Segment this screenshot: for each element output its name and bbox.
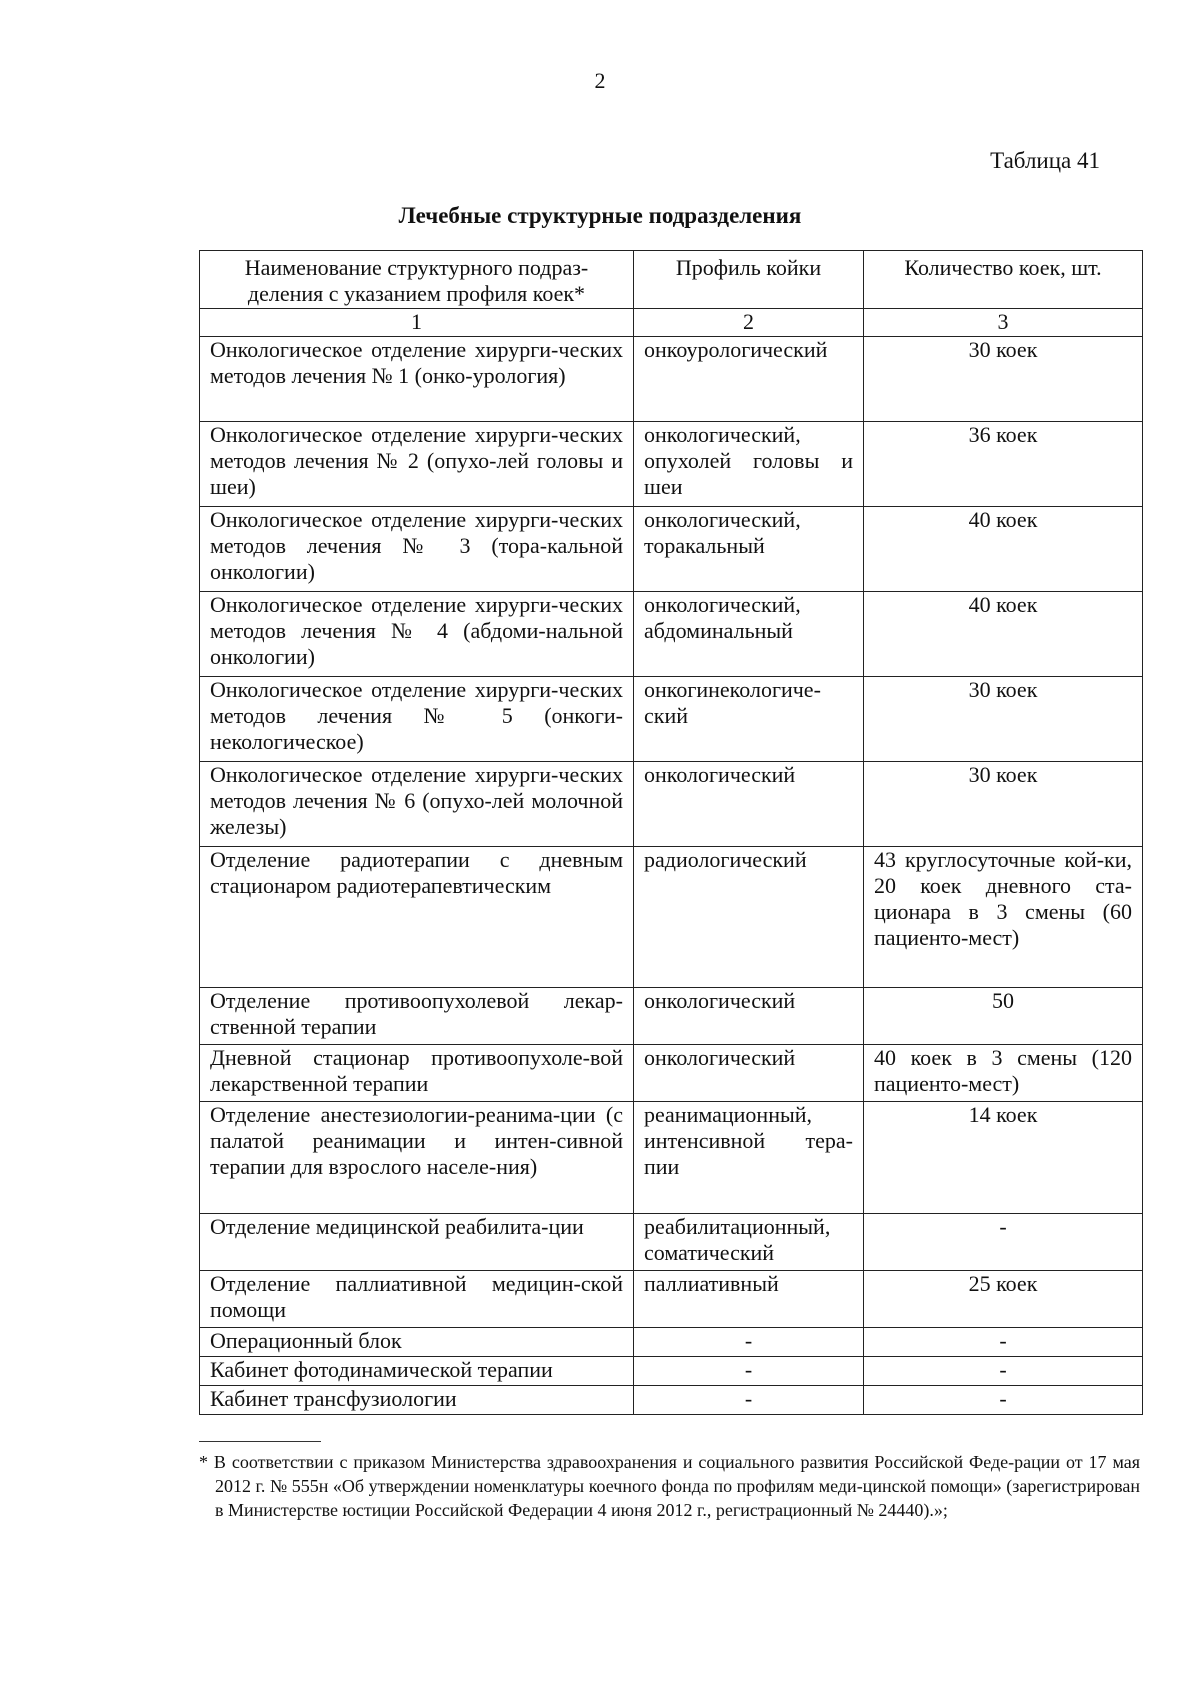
bed-profile: паллиативный: [634, 1271, 864, 1328]
column-number-1: 1: [200, 309, 634, 337]
bed-count: 40 коек: [864, 592, 1143, 677]
department-name: Онкологическое отделение хирурги-ческих методов лечения № 1 (онко-урология): [200, 337, 634, 422]
department-name: Онкологическое отделение хирурги-ческих методов лечения № 4 (абдоми-нальной онкологии): [200, 592, 634, 677]
department-name: Отделение противоопухолевой лекар-ственной терапии: [200, 988, 634, 1045]
bed-count: 36 коек: [864, 422, 1143, 507]
table-row: [200, 422, 1143, 507]
department-name: Дневной стационар противоопухоле-вой лекарственной терапии: [200, 1045, 634, 1102]
table-row: [200, 762, 1143, 847]
page-number: 2: [594, 68, 606, 93]
bed-count: -: [864, 1328, 1143, 1357]
department-name: Онкологическое отделение хирурги-ческих методов лечения № 6 (опухо-лей молочной железы): [200, 762, 634, 847]
bed-profile: реабилитационный, соматический: [634, 1214, 864, 1271]
bed-profile: радиологический: [634, 847, 864, 988]
bed-count: 30 коек: [864, 762, 1143, 847]
department-name: Отделение медицинской реабилита-ции: [200, 1214, 634, 1271]
department-name: Онкологическое отделение хирурги-ческих методов лечения № 3 (тора-кальной онкологии): [200, 507, 634, 592]
table-row: [200, 337, 1143, 422]
bed-count: -: [864, 1214, 1143, 1271]
column-number-2: 2: [634, 309, 864, 337]
header-cell-count: Количество коек, шт.: [864, 251, 1143, 309]
departments-table: [199, 250, 1143, 1415]
bed-profile: онкологический: [634, 988, 864, 1045]
department-name: Кабинет трансфузиологии: [200, 1386, 634, 1415]
table-row: [200, 847, 1143, 988]
department-name: Онкологическое отделение хирурги-ческих методов лечения № 2 (опухо-лей головы и шеи): [200, 422, 634, 507]
bed-count: -: [864, 1386, 1143, 1415]
bed-profile: -: [634, 1386, 864, 1415]
table-row: [200, 1102, 1143, 1214]
department-name: Отделение паллиативной медицин-ской помощи: [200, 1271, 634, 1328]
bed-count: -: [864, 1357, 1143, 1386]
department-name: Отделение радиотерапии с дневным стационаром радиотерапевтическим: [200, 847, 634, 988]
table-row: [200, 1328, 1143, 1357]
bed-count: 30 коек: [864, 677, 1143, 762]
bed-count: 30 коек: [864, 337, 1143, 422]
bed-profile: онкологический, абдоминальный: [634, 592, 864, 677]
table-row: [200, 1271, 1143, 1328]
header-cell-name: Наименование структурного подраз-деления с указанием профиля коек*: [200, 251, 634, 309]
department-name: Операционный блок: [200, 1328, 634, 1357]
department-name: Кабинет фотодинамической терапии: [200, 1357, 634, 1386]
column-number-row: [200, 309, 1143, 337]
bed-profile: онкологический, опухолей головы и шеи: [634, 422, 864, 507]
table-row: [200, 988, 1143, 1045]
footnote: * В соответствии с приказом Министерства здравоохранения и социального развития Российской Феде-рации от 17 мая 2012 г. № 555н «Об утверждении номенклатуры коечного фонда по профилям меди-цинской помощи» (зарегистрирован в Министерстве юстиции Российской Федерации 4 июня 2012 г., регистрационный № 24440).»;: [199, 1452, 1140, 1520]
table-title: Лечебные структурные подразделения: [398, 203, 802, 228]
bed-count: 14 коек: [864, 1102, 1143, 1214]
bed-count: 40 коек: [864, 507, 1143, 592]
department-name: Отделение анестезиологии-реанима-ции (с палатой реанимации и интен-сивной терапии для взрослого населе-ния): [200, 1102, 634, 1214]
bed-profile: -: [634, 1357, 864, 1386]
bed-profile: онкологический, торакальный: [634, 507, 864, 592]
bed-count: 50: [864, 988, 1143, 1045]
table-header-row: [200, 251, 1143, 309]
bed-profile: онкологический: [634, 762, 864, 847]
bed-count: 40 коек в 3 смены (120 пациенто-мест): [864, 1045, 1143, 1102]
footnote-divider: [199, 1441, 321, 1442]
table-row: [200, 1214, 1143, 1271]
bed-profile: онкогинекологиче-ский: [634, 677, 864, 762]
table-row: [200, 1386, 1143, 1415]
table-row: [200, 1045, 1143, 1102]
bed-profile: реанимационный, интенсивной тера-пии: [634, 1102, 864, 1214]
table-label: Таблица 41: [990, 148, 1100, 173]
table-row: [200, 507, 1143, 592]
table-row: [200, 592, 1143, 677]
bed-profile: онкоурологический: [634, 337, 864, 422]
table-row: [200, 1357, 1143, 1386]
bed-count: 43 круглосуточные кой-ки, 20 коек дневного ста-ционара в 3 смены (60 пациенто-мест): [864, 847, 1143, 988]
column-number-3: 3: [864, 309, 1143, 337]
bed-count: 25 коек: [864, 1271, 1143, 1328]
bed-profile: -: [634, 1328, 864, 1357]
table-row: [200, 677, 1143, 762]
bed-profile: онкологический: [634, 1045, 864, 1102]
header-cell-profile: Профиль койки: [634, 251, 864, 309]
department-name: Онкологическое отделение хирурги-ческих методов лечения № 5 (онкоги-некологическое): [200, 677, 634, 762]
